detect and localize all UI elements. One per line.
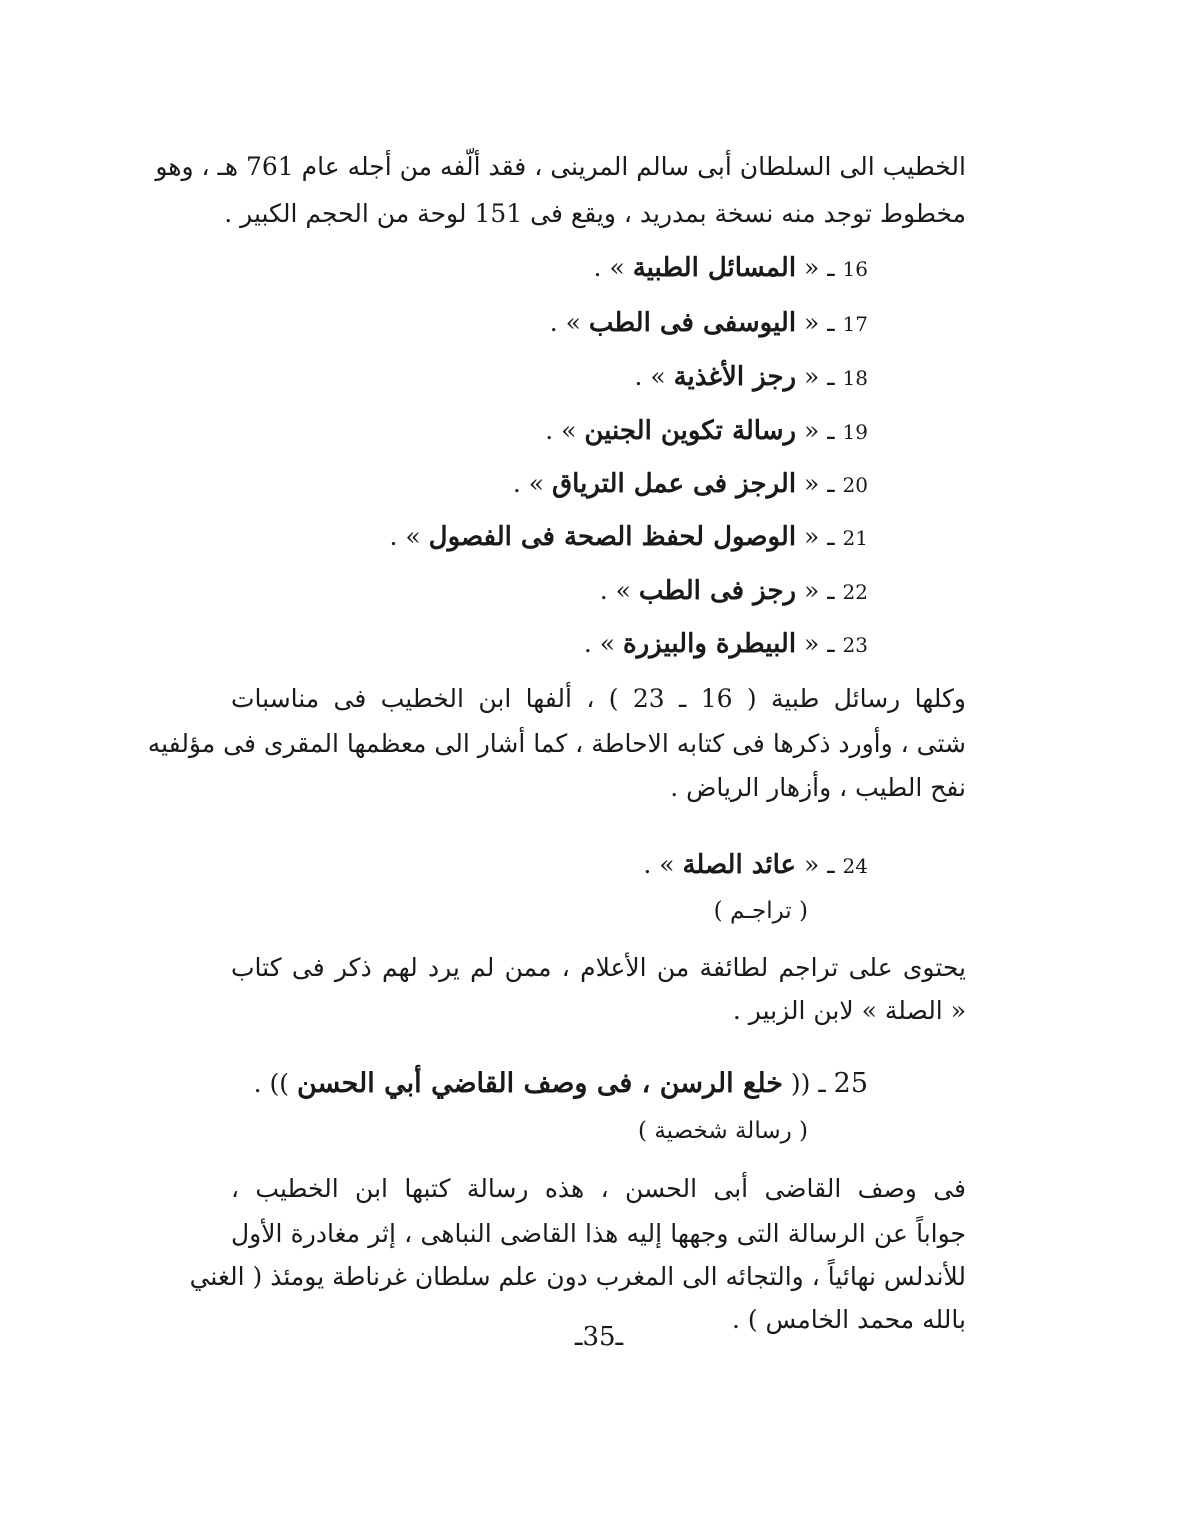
item-number: 20 bbox=[842, 473, 868, 497]
item-title: البيطرة والبيزرة bbox=[622, 629, 797, 659]
item-separator: ـ « bbox=[796, 469, 843, 498]
item-number: 18 bbox=[842, 366, 868, 390]
item-number: 23 bbox=[842, 633, 868, 657]
item-separator: ـ « bbox=[796, 362, 843, 391]
item-24-category: ( تراجـم ) bbox=[713, 898, 808, 924]
item-end: » . bbox=[583, 629, 623, 658]
medical-paragraph-line-1: وكلها رسائل طبية ( 16 ـ 23 ) ، ألفها ابن الخطيب فى مناسبات bbox=[231, 684, 966, 713]
list-item bbox=[594, 253, 868, 284]
item-number: 17 bbox=[842, 312, 868, 336]
item-25-paragraph-line-3: للأندلس نهائياً ، والتجائه الى المغرب دون علم سلطان غرناطة يومئذ ( الغني bbox=[189, 1262, 966, 1291]
item-25-category: ( رسالة شخصية ) bbox=[638, 1118, 808, 1144]
item-number: 22 bbox=[842, 580, 868, 604]
item-end: » . bbox=[643, 850, 683, 879]
medical-paragraph-line-3: نفح الطيب ، وأزهار الرياض . bbox=[670, 773, 966, 802]
list-item bbox=[584, 629, 868, 660]
item-title: رجز فى الطب bbox=[638, 576, 797, 606]
list-item bbox=[545, 416, 868, 447]
item-25-paragraph-line-4: بالله محمد الخامس ) . bbox=[731, 1305, 966, 1334]
item-number: 16 bbox=[842, 257, 868, 281]
item-number: 19 bbox=[842, 420, 868, 444]
medical-paragraph-line-2: شتى ، وأورد ذكرها فى كتابه الاحاطة ، كما أشار الى معظمها المقرى فى مؤلفيه bbox=[147, 729, 966, 758]
page-number: ـ35ـ bbox=[574, 1322, 624, 1352]
list-item-24 bbox=[643, 850, 868, 881]
item-end: » . bbox=[599, 576, 639, 605]
item-title: المسائل الطبية bbox=[632, 253, 797, 283]
item-number: 21 bbox=[842, 526, 868, 550]
item-25-paragraph-line-1: فى وصف القاضى أبى الحسن ، هذه رسالة كتبها ابن الخطيب ، bbox=[231, 1174, 966, 1203]
item-end: » . bbox=[512, 469, 552, 498]
item-end: » . bbox=[593, 253, 633, 282]
item-25-paragraph-line-2: جواباً عن الرسالة التى وجهها إليه هذا القاضى النباهى ، إثر مغادرة الأول bbox=[231, 1219, 966, 1248]
item-separator: ـ « bbox=[796, 576, 843, 605]
item-title: رسالة تكوين الجنين bbox=[584, 416, 797, 446]
item-separator: ـ « bbox=[796, 850, 843, 879]
list-item-25 bbox=[254, 1068, 868, 1100]
item-separator: ـ (( bbox=[782, 1069, 834, 1098]
item-separator: ـ « bbox=[796, 522, 843, 551]
list-item bbox=[634, 362, 868, 393]
list-item bbox=[390, 522, 868, 553]
item-title: اليوسفى فى الطب bbox=[588, 308, 797, 338]
list-item bbox=[600, 576, 868, 607]
intro-line-1: الخطيب الى السلطان أبى سالم المرينى ، فقد ألّفه من أجله عام 761 هـ ، وهو bbox=[155, 152, 966, 181]
item-separator: ـ « bbox=[796, 629, 843, 658]
item-separator: ـ « bbox=[796, 308, 843, 337]
item-end: » . bbox=[549, 308, 589, 337]
intro-line-2: مخطوط توجد منه نسخة بمدريد ، ويقع فى 151 لوحة من الحجم الكبير . bbox=[224, 199, 966, 228]
list-item bbox=[550, 308, 868, 339]
item-end: » . bbox=[545, 416, 585, 445]
item-24-paragraph-line-1: يحتوى على تراجم لطائفة من الأعلام ، ممن لم يرد لهم ذكر فى كتاب bbox=[231, 953, 966, 982]
item-separator: ـ « bbox=[796, 253, 843, 282]
item-title: الرجز فى عمل الترياق bbox=[552, 469, 797, 499]
item-number: 25 bbox=[833, 1068, 868, 1099]
item-24-paragraph-line-2: « الصلة » لابن الزبير . bbox=[732, 996, 966, 1025]
item-title: الوصول لحفظ الصحة فى الفصول bbox=[428, 522, 797, 552]
item-separator: ـ « bbox=[796, 416, 843, 445]
item-title: خلع الرسن ، فى وصف القاضي أبي الحسن bbox=[296, 1068, 783, 1099]
item-number: 24 bbox=[842, 854, 868, 878]
item-end: )) . bbox=[253, 1069, 297, 1098]
list-item bbox=[513, 469, 868, 500]
item-title: عائد الصلة bbox=[682, 850, 797, 880]
item-end: » . bbox=[389, 522, 429, 551]
item-end: » . bbox=[634, 362, 674, 391]
item-title: رجز الأغذية bbox=[673, 362, 797, 392]
